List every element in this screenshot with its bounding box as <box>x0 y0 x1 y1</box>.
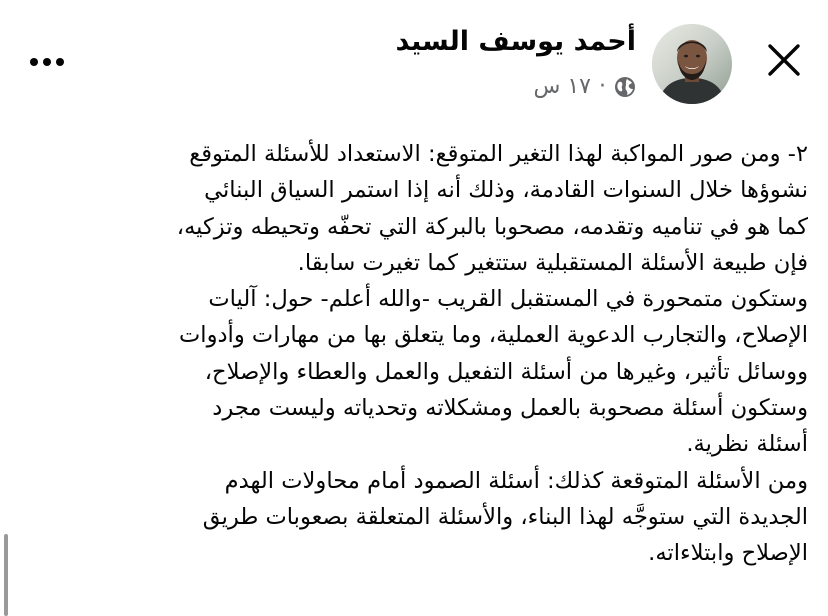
more-options-icon <box>28 52 68 72</box>
scroll-indicator[interactable] <box>4 534 8 616</box>
author-avatar[interactable] <box>652 24 732 104</box>
close-icon <box>764 40 804 80</box>
avatar-photo <box>652 24 732 104</box>
post-text-line: أسئلة نظرية. <box>686 431 808 458</box>
post-body <box>20 136 808 572</box>
close-button[interactable] <box>764 40 804 80</box>
post-text-line: الجديدة التي ستوجَّه لهذا البناء، والأسئلة المتعلقة بصعوبات طريق <box>202 503 808 530</box>
more-options-button[interactable] <box>28 52 68 72</box>
post-time[interactable]: ١٧ س <box>533 74 591 99</box>
post-text-line: وستكون أسئلة مصحوبة بالعمل ومشكلاته وتحدياته وليست مجرد <box>212 395 808 422</box>
post-text-line: وستكون متمحورة في المستقبل القريب -والله أعلم- حول: آليات <box>208 286 808 313</box>
post-text-line: ٢- ومن صور المواكبة لهذا التغير المتوقع: الاستعداد للأسئلة المتوقع <box>189 141 808 167</box>
post-text-line: الإصلاح وابتلاءاته. <box>648 540 808 567</box>
post-text-line: ومن الأسئلة المتوقعة كذلك: أسئلة الصمود أمام محاولات الهدم <box>224 467 808 494</box>
post-text-line: نشوؤها خلال السنوات القادمة، وذلك أنه إذا استمر السياق البنائي <box>204 177 808 204</box>
post-header <box>0 0 828 120</box>
globe-icon <box>614 76 636 98</box>
post-text-line: كما هو في تناميه وتقدمه، مصحوبا بالبركة التي تحفّه وتحيطه وتزكيه، <box>176 213 808 240</box>
author-name[interactable]: أحمد يوسف السيد <box>395 26 636 57</box>
post-text-line: فإن طبيعة الأسئلة المستقبلية ستتغير كما تغيرت سابقا. <box>297 249 808 276</box>
post-text-line: ووسائل تأثير، وغيرها من أسئلة التفعيل والعمل والعطاء والإصلاح، <box>204 358 808 385</box>
meta-separator: · <box>599 74 606 99</box>
post-text-line: الإصلاح، والتجارب الدعوية العملية، وما يتعلق بها من مهارات وأدوات <box>179 322 808 349</box>
post-meta <box>534 74 637 99</box>
